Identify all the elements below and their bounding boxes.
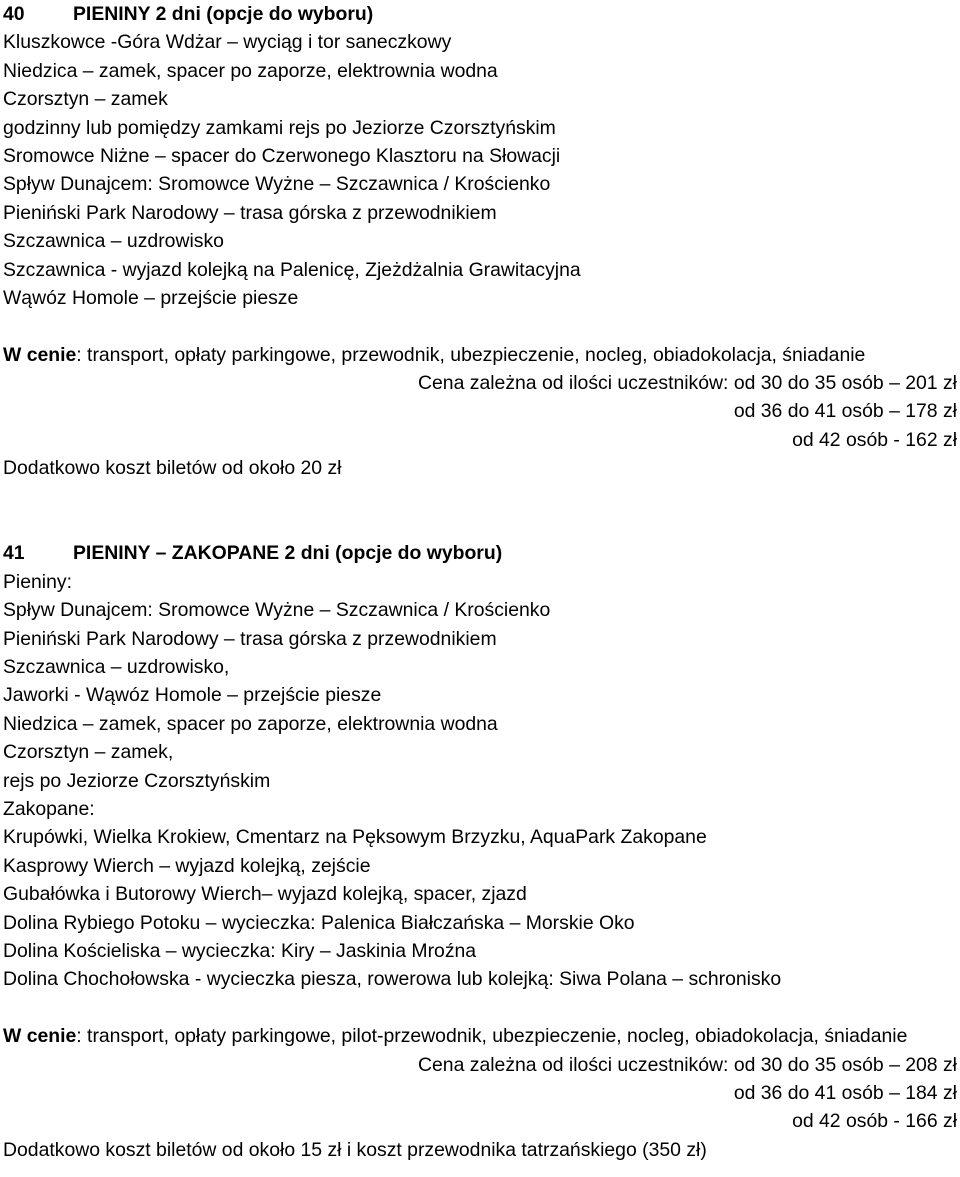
offer-40-line: Czorsztyn – zamek — [3, 88, 168, 111]
offer-41-line: Pieniński Park Narodowy – trasa górska z przewodnikiem — [3, 627, 497, 650]
offer-40-line: Kluszkowce -Góra Wdżar – wyciąg i tor saneczkowy — [3, 31, 452, 54]
offer-40-price-line: od 36 do 41 osób – 178 zł — [733, 400, 957, 423]
offer-41-line: Dolina Kościeliska – wycieczka: Kiry – Jaskinia Mroźna — [3, 939, 477, 962]
offer-41-line: Jaworki - Wąwóz Homole – przejście piesze — [3, 684, 382, 707]
price-includes-label: W cenie — [3, 1025, 77, 1048]
price-includes-label: W cenie — [3, 343, 77, 366]
price-includes-text: : transport, opłaty parkingowe, pilot-przewodnik, ubezpieczenie, nocleg, obiadokolacja, śniadanie — [76, 1025, 908, 1048]
offer-41-line: Niedzica – zamek, spacer po zaporze, elektrownia wodna — [3, 712, 498, 735]
offer-41-heading — [3, 539, 960, 567]
offer-41-line: Krupówki, Wielka Krokiew, Cmentarz na Pęksowym Brzyzku, AquaPark Zakopane — [3, 826, 707, 849]
offer-41-line: Gubałówka i Butorowy Wierch– wyjazd kolejką, spacer, zjazd — [3, 883, 527, 906]
offer-40-line: godzinny lub pomiędzy zamkami rejs po Jeziorze Czorsztyńskim — [3, 116, 556, 139]
offer-40-title: PIENINY 2 dni (opcje do wyboru) — [73, 3, 374, 25]
offer-41-number: 41 — [3, 542, 25, 565]
offer-40-price-includes — [3, 341, 960, 369]
offer-41-title: PIENINY – ZAKOPANE 2 dni (opcje do wyboru) — [73, 542, 503, 565]
offer-41-line: Zakopane: — [3, 797, 95, 820]
offer-40-line: Wąwóz Homole – przejście piesze — [3, 286, 299, 309]
offer-41-price-line: od 36 do 41 osób – 184 zł — [733, 1081, 957, 1104]
offer-40-line: Niedzica – zamek, spacer po zaporze, elektrownia wodna — [3, 59, 498, 82]
offer-40-line: Sromowce Niżne – spacer do Czerwonego Klasztoru na Słowacji — [3, 144, 561, 167]
offer-40-heading — [3, 0, 960, 28]
offer-41-line: Dolina Rybiego Potoku – wycieczka: Palenica Białczańska – Morskie Oko — [3, 911, 635, 934]
offer-41-price-includes — [3, 1022, 960, 1050]
offer-41-line: rejs po Jeziorze Czorsztyńskim — [3, 769, 271, 792]
offer-41-line: Czorsztyn – zamek, — [3, 741, 174, 764]
price-includes-text: : transport, opłaty parkingowe, przewodnik, ubezpieczenie, nocleg, obiadokolacja, śniadanie — [76, 343, 866, 366]
offer-41-line: Spływ Dunajcem: Sromowce Wyżne – Szczawnica / Krościenko — [3, 599, 551, 622]
offer-40-price-line: od 42 osób - 162 zł — [792, 428, 957, 451]
offer-41-line: Kasprowy Wierch – wyjazd kolejką, zejście — [3, 854, 371, 877]
offer-41-line: Pieniny: — [3, 570, 72, 593]
offer-41-line: Dolina Chochołowska - wycieczka piesza, rowerowa lub kolejką: Siwa Polana – schronisko — [3, 968, 782, 991]
offer-41-extra-cost: Dodatkowo koszt biletów od około 15 zł i koszt przewodnika tatrzańskiego (350 zł) — [3, 1138, 707, 1161]
offer-41-line: Szczawnica – uzdrowisko, — [3, 656, 230, 679]
offer-40-number: 40 — [3, 3, 25, 25]
offer-40-price-line: Cena zależna od ilości uczestników: od 30 do 35 osób – 201 zł — [418, 372, 957, 395]
offer-40-line: Spływ Dunajcem: Sromowce Wyżne – Szczawnica / Krościenko — [3, 173, 551, 196]
offer-41-price-line: Cena zależna od ilości uczestników: od 30 do 35 osób – 208 zł — [418, 1053, 957, 1076]
offer-40-line: Szczawnica - wyjazd kolejką na Palenicę, Zjeżdżalnia Grawitacyjna — [3, 258, 581, 281]
offer-41-price-line: od 42 osób - 166 zł — [792, 1110, 957, 1133]
offer-40-line: Pieniński Park Narodowy – trasa górska z przewodnikiem — [3, 201, 497, 224]
offer-40-line: Szczawnica – uzdrowisko — [3, 230, 224, 253]
offer-40-extra-cost: Dodatkowo koszt biletów od około 20 zł — [3, 457, 342, 480]
